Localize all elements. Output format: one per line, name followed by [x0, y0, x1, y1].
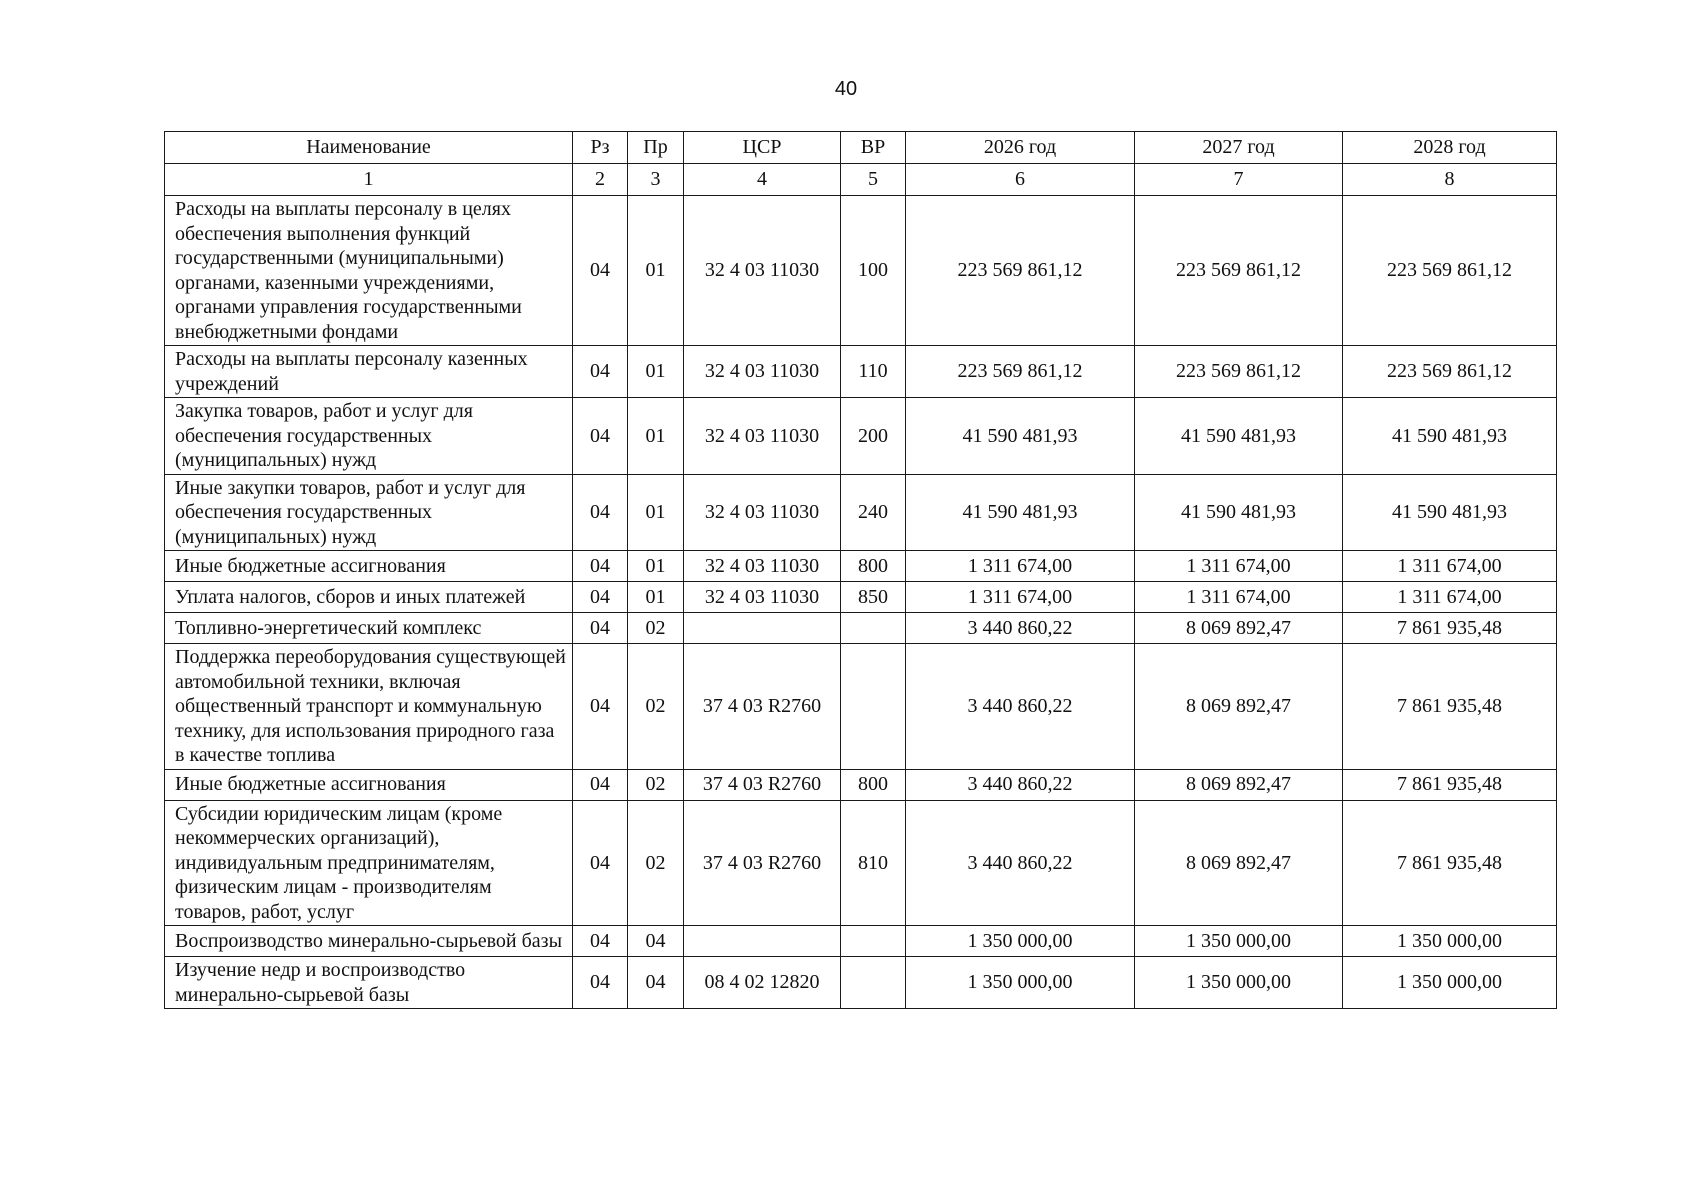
cell-vr: [841, 644, 906, 770]
cell-vr: 110: [841, 346, 906, 398]
cell-2026: 3 440 860,22: [906, 613, 1135, 644]
cell-name: Поддержка переоборудования существующей автомобильной техники, включая общественный транспорт и коммунальную технику, для использования природного газа в качестве топлива: [165, 644, 573, 770]
cell-2026: 1 350 000,00: [906, 926, 1135, 957]
cell-pr: 02: [628, 800, 684, 926]
cell-rz: 04: [573, 551, 628, 582]
header-2028: 2028 год: [1343, 132, 1557, 164]
cell-csr: 32 4 03 11030: [684, 474, 841, 551]
table-row: [165, 613, 1557, 644]
cell-2026: 223 569 861,12: [906, 346, 1135, 398]
cell-2027: 41 590 481,93: [1135, 398, 1343, 475]
table-row: [165, 644, 1557, 770]
cell-csr: 08 4 02 12820: [684, 957, 841, 1009]
cell-pr: 01: [628, 346, 684, 398]
table-row: [165, 926, 1557, 957]
column-number: 5: [841, 164, 906, 196]
header-2026: 2026 год: [906, 132, 1135, 164]
cell-csr: 37 4 03 R2760: [684, 644, 841, 770]
column-number: 8: [1343, 164, 1557, 196]
table-row: [165, 800, 1557, 926]
table-row: [165, 582, 1557, 613]
column-number: 2: [573, 164, 628, 196]
cell-2027: 1 350 000,00: [1135, 926, 1343, 957]
cell-2027: 1 311 674,00: [1135, 551, 1343, 582]
cell-2026: 1 350 000,00: [906, 957, 1135, 1009]
column-number: 7: [1135, 164, 1343, 196]
cell-rz: 04: [573, 613, 628, 644]
cell-vr: [841, 613, 906, 644]
cell-2027: 8 069 892,47: [1135, 613, 1343, 644]
cell-pr: 01: [628, 474, 684, 551]
cell-pr: 01: [628, 196, 684, 346]
cell-name: Расходы на выплаты персоналу в целях обеспечения выполнения функций государственными (муниципальными) органами, казенными учреждениями, органами управления государственными внебюджетными фондами: [165, 196, 573, 346]
column-number-row: [165, 164, 1557, 196]
cell-csr: 32 4 03 11030: [684, 398, 841, 475]
header-rz: Рз: [573, 132, 628, 164]
cell-name: Изучение недр и воспроизводство минерально-сырьевой базы: [165, 957, 573, 1009]
cell-pr: 01: [628, 551, 684, 582]
cell-2028: 7 861 935,48: [1343, 644, 1557, 770]
cell-rz: 04: [573, 644, 628, 770]
cell-2027: 8 069 892,47: [1135, 644, 1343, 770]
cell-rz: 04: [573, 398, 628, 475]
cell-rz: 04: [573, 196, 628, 346]
cell-2028: 41 590 481,93: [1343, 398, 1557, 475]
cell-csr: 32 4 03 11030: [684, 551, 841, 582]
cell-csr: [684, 613, 841, 644]
cell-2026: 41 590 481,93: [906, 398, 1135, 475]
cell-csr: 37 4 03 R2760: [684, 769, 841, 800]
cell-2027: 8 069 892,47: [1135, 769, 1343, 800]
header-csr: ЦСР: [684, 132, 841, 164]
cell-csr: 32 4 03 11030: [684, 346, 841, 398]
cell-name: Расходы на выплаты персоналу казенных учреждений: [165, 346, 573, 398]
cell-pr: 01: [628, 582, 684, 613]
cell-pr: 02: [628, 644, 684, 770]
cell-2026: 3 440 860,22: [906, 644, 1135, 770]
cell-rz: 04: [573, 474, 628, 551]
cell-name: Субсидии юридическим лицам (кроме некоммерческих организаций), индивидуальным предпринимателям, физическим лицам - производителям товаров, работ, услуг: [165, 800, 573, 926]
cell-2028: 7 861 935,48: [1343, 769, 1557, 800]
column-number: 6: [906, 164, 1135, 196]
header-name: Наименование: [165, 132, 573, 164]
cell-csr: 32 4 03 11030: [684, 582, 841, 613]
cell-name: Закупка товаров, работ и услуг для обеспечения государственных (муниципальных) нужд: [165, 398, 573, 475]
cell-2027: 223 569 861,12: [1135, 346, 1343, 398]
cell-2026: 1 311 674,00: [906, 582, 1135, 613]
cell-2027: 1 350 000,00: [1135, 957, 1343, 1009]
table-row: [165, 474, 1557, 551]
cell-vr: 800: [841, 551, 906, 582]
cell-2027: 1 311 674,00: [1135, 582, 1343, 613]
cell-vr: 200: [841, 398, 906, 475]
table-row: [165, 769, 1557, 800]
cell-2028: 7 861 935,48: [1343, 613, 1557, 644]
cell-2026: 3 440 860,22: [906, 769, 1135, 800]
table-body: [165, 196, 1557, 1009]
cell-pr: 02: [628, 613, 684, 644]
cell-name: Уплата налогов, сборов и иных платежей: [165, 582, 573, 613]
header-row: [165, 132, 1557, 164]
cell-2028: 1 350 000,00: [1343, 926, 1557, 957]
cell-pr: 04: [628, 926, 684, 957]
cell-vr: [841, 957, 906, 1009]
cell-2028: 1 311 674,00: [1343, 551, 1557, 582]
cell-2026: 41 590 481,93: [906, 474, 1135, 551]
cell-vr: 810: [841, 800, 906, 926]
cell-rz: 04: [573, 769, 628, 800]
table-row: [165, 398, 1557, 475]
cell-rz: 04: [573, 926, 628, 957]
cell-2027: 223 569 861,12: [1135, 196, 1343, 346]
cell-csr: [684, 926, 841, 957]
cell-name: Воспроизводство минерально-сырьевой базы: [165, 926, 573, 957]
cell-rz: 04: [573, 957, 628, 1009]
table-row: [165, 957, 1557, 1009]
cell-2027: 41 590 481,93: [1135, 474, 1343, 551]
cell-name: Иные бюджетные ассигнования: [165, 551, 573, 582]
cell-vr: 100: [841, 196, 906, 346]
cell-rz: 04: [573, 346, 628, 398]
table-row: [165, 346, 1557, 398]
header-pr: Пр: [628, 132, 684, 164]
cell-2027: 8 069 892,47: [1135, 800, 1343, 926]
cell-name: Иные закупки товаров, работ и услуг для обеспечения государственных (муниципальных) нужд: [165, 474, 573, 551]
column-number: 4: [684, 164, 841, 196]
cell-name: Топливно-энергетический комплекс: [165, 613, 573, 644]
cell-2028: 1 350 000,00: [1343, 957, 1557, 1009]
cell-rz: 04: [573, 582, 628, 613]
table-row: [165, 196, 1557, 346]
cell-vr: 850: [841, 582, 906, 613]
cell-csr: 32 4 03 11030: [684, 196, 841, 346]
cell-2028: 223 569 861,12: [1343, 346, 1557, 398]
cell-pr: 01: [628, 398, 684, 475]
cell-pr: 02: [628, 769, 684, 800]
column-number: 1: [165, 164, 573, 196]
cell-pr: 04: [628, 957, 684, 1009]
cell-rz: 04: [573, 800, 628, 926]
cell-vr: [841, 926, 906, 957]
cell-2026: 223 569 861,12: [906, 196, 1135, 346]
budget-table: [164, 131, 1557, 1009]
cell-csr: 37 4 03 R2760: [684, 800, 841, 926]
cell-2028: 1 311 674,00: [1343, 582, 1557, 613]
cell-2028: 223 569 861,12: [1343, 196, 1557, 346]
page-number: 40: [834, 78, 858, 100]
column-number: 3: [628, 164, 684, 196]
header-2027: 2027 год: [1135, 132, 1343, 164]
cell-2028: 7 861 935,48: [1343, 800, 1557, 926]
cell-2026: 1 311 674,00: [906, 551, 1135, 582]
cell-vr: 240: [841, 474, 906, 551]
cell-name: Иные бюджетные ассигнования: [165, 769, 573, 800]
header-vr: ВР: [841, 132, 906, 164]
table-row: [165, 551, 1557, 582]
cell-2026: 3 440 860,22: [906, 800, 1135, 926]
cell-vr: 800: [841, 769, 906, 800]
cell-2028: 41 590 481,93: [1343, 474, 1557, 551]
